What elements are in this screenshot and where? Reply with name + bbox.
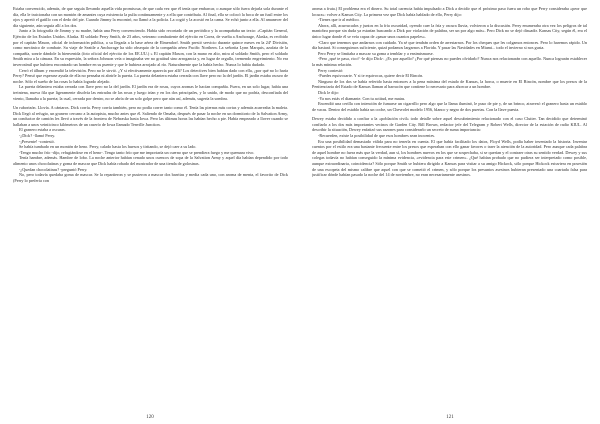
paragraph: -Tienes que ir al médico. — [318, 17, 360, 23]
paragraph: -Recuerden, existe la posibilidad de que esos hombres sean inocentes. — [318, 133, 436, 139]
paragraph: Era una posibilidad demasiado válida para no tenerla en cuenta. El que había facilitado los datos, Floyd Wells, podía haber inventado la historia. Inventar cuentos por el estilo era una bastante frecuente entre los presos que esperaban con ello ganar favores o traer la atención de la autoridad. Pero aunque cada palabra de aquel hombre no fuera más que la verdad, aun sí, los hombres nuevos en los que se sospechaba, si se querían y el contraer otras su sentido verdad. Dewey y sus colegas todavía no habían conseguido la mínima evidencia, «evidencia para este crimen». ¿Qué habían probado que no pudiera ser interpretado como posible, aunque extraordinaria, coincidencia? Sólo porque Smith se hubiera dirigido a Kansas para visitar a su amigo Hickock, sólo porque Hickock estuviera en posesión de una escopeta del mismo calibre que aquel con que se cometió el crimen, y sólo porque los presuntos asesinos hubieran presentado una coartada falsa para justificar dónde habían pasado la noche del 14 de noviembre, no eran necesariamente asesinos. — [312, 138, 587, 178]
paragraph: -¡Presente! -contestó. — [19, 138, 55, 144]
paragraph: Pero Perry se limitaba a mascar su goma a temblar y a ensimismarse. — [318, 50, 434, 56]
paragraph: Junto a la fotografía de Jimmy y su madre, había una Perry convenciendo. Había sido recortado de un periódico y la acompañaba un texto: «Capitán General, Ejército de los Estados Unidos. Alaska. El soldado Perry Smith, de 23 años, veterano combatiente del ejército en Corea, de vuelta a Anchorage, Alaska, es recibido por el capitán Mason, oficial de información pública, a su llegada a la base aérea de Elmendorf. Smith prestó servicio durante quince meses en la 24ª División, como mecánico de combate. Su viaje de Seattle a Anchorage ha sido obsequio de la compañía aérea Pacific Northern. La señorita Lynn Marquis, azafata de la compañía, sonríe dándole la bienvenida (foto oficial del ejército de los EE.UU.) » El capitán Mason, con la mano en alto, mira al soldado Smith, pero el soldado Smith mira a la cámara. En su expresión, la señora Johnson veía o imaginaba ver no gratitud sino arrogancia y, en lugar de orgullo, tremendo engreimiento. No era inverosímil que hubiera encontrado un hombre en su puente y que le hubiera arrojado al río. Naturalmente que la había hecho. Nunca lo había dudado. — [13, 28, 288, 67]
paragraph: -Claro que tenemos que andarnos con cuidado. Ya sé que tendrán orden de arrestarnos. Por los cheques que les colgamos entonces. Pero lo haremos rápido. Un día bastará. Si conseguimos suficiente, quizá podamos largarnos a Florida. Y pasar las Navidades en Miami... todo el invierno si nos gusta. — [312, 39, 587, 51]
paragraph: Perry contestó: — [318, 67, 344, 73]
paragraph: Un ruborizón. Llovía. A cántaros. Dick corría. Perry corría también, pero no podía correr tanto como él. Tenía las piernas más cortas y además acarreaba la maleta. Dick llegó al refugio, un granero cercano a la autopista, mucho antes que él. Saliendo de Omaha, después de pasar la noche en un dormitorio de la Salvation Army, un conductor de camión les llevó a través de la frontera de Nebraska hasta Iowa. Pero las últimas horas las habían hecho a pie. Había empezado a llover cuando se hallaban a unos veinticinco kilómetros de un caserío de Iowa llamado Tenville Junction. — [13, 105, 288, 127]
paragraph: Encendió una cerilla con intención de fumarse un cigarrillo pero algo que la llama iluminó, le puso de pie y, de un brinco, atravesó el granero hasta un establo de vacas. Dentro del establo había un coche, un Chevrolet modelo 1956, blanco y negro de dos puertas. Con la llave puesta. — [312, 101, 587, 112]
paragraph: -Ya nos estás el diamante. Con tu actitud, me matas. — [318, 95, 406, 101]
paragraph: -Puedes equivocarte. Y si te equivocas, quiere decir El Rincón. — [318, 73, 424, 79]
page-number: 121 — [446, 415, 454, 420]
paragraph: No, pero todavía quedaba goma de mascar. Se la repartieron y se pusieron a mascar dos barritas y media cada uno, con aroma de menta, el favorito de Dick (Perry lo prefería con — [13, 172, 288, 183]
paragraph: -Tengo mucho frío -dijo, refugiándose en el heno-. Tengo tanto frío que me importaría un cuerno que se prendiera fuego y me quemara vivo. — [19, 149, 255, 155]
right-page — [300, 0, 600, 424]
paragraph: -¿Dick? -llamó Perry. — [19, 133, 56, 139]
left-page-text — [13, 6, 288, 406]
paragraph: Cerró el álbum y encendió la televisión. Pero no le sirvió. ¿Y si efectivamente aparecía por allí? Los detectives bien habían dado con ella, ¿por qué no lo haría Perry? Pensó que esperase ayuda de ella no pensaba ni abrirle la puerta. La puerta delantera estaba cerrada con llave pero no la del jardín. El jardín estaba oscuro de noche. Sólo el sueño de las rosas lo había logrado alejado. — [13, 67, 288, 84]
paragraph: La puerta delantera estaba cerrada con llave pero no la del jardín. El jardín era de rosas, cuyos aromas le hacían compañía. Fuera, en un solo lugar, había una treintena, nueva fila que ligeramente disolvía las entradas de las rosas y luego irían y en los dos principales, y lo unido, de modo que no podría, desconfiada del viento, llamaba a la puerta; la cual, cerrada por dentro, no se abría de un solo golpe pero que aún así, además, sugería la sombra. — [13, 84, 288, 101]
paragraph: Ninguno de los dos se había referido hasta entonces a la pena máxima del estado de Kansas, la horca, o muerte en El Rincón, nombre que los presos de la Penitenciaría del Estado de Kansas llaman al barracón que contiene lo necesario para ahorcar a un hombre. — [312, 78, 587, 90]
paragraph: -¿Quedan chocolatinas? -preguntó Perry. — [19, 166, 88, 172]
paragraph: Ahora, allí, acurrucados y juntos en la fría oscuridad, oyendo caer la fría y oscura lluvia, volvieron a la discusión. Perry enumeraba otra vez los peligros de tal maniobra porque sin duda ya estarían buscando a Dick por violación de palabra, ser un por algo más». Pero Dick no se dejó disuadir. Kansas City, según él, era el único lugar donde él se veía capaz de «pasar unos cuantos papeles». — [312, 22, 587, 39]
paragraph: Estaba convencido, además, de que seguía llevando aquella vida promiscua, de que cada vez que él tenía que embarcar, o aunque sólo fuera dejarla sola durante el día, ella le traicionaba con un montón de amantes cuya existencia la pulía continuamente y a ella que contribuía. Al final, ella se colocó la boca de un fusil entre los ojos y apretó el gatillo con el dedo del pie. Cuando Jimmy la encontró, no llamó a la policía. La cogió y la acostó en la cama. Se echó junto a ella. Al amanecer del día siguiente, aún seguía allí a los dos. — [13, 6, 288, 28]
paragraph: El granero estaba a oscuras. — [19, 127, 66, 133]
right-page-text — [312, 6, 587, 406]
paragraph: Dewey estaba decidido a confiar a la «población civil» todo detalle sobre aquel descubrimiento relacionado con el caso Clutter. Tan decidido que determinó confiarlo a los dos más importantes vecinos de Garden City. Bill Brown, redactor jefe del Telegram y Robert Wells, director de la estación de radio KIUL. Al describir la situación, Dewey enfatizó sus razones para considerarlo un secreto de suma importancia: — [312, 116, 587, 133]
paragraph: -Pero ¿qué te pasa, rico? -le dijo Dick-. ¿Es por aquello? ¿Por qué piensas no puedes olvidarlo? Nunca nos relacionarán con aquello. Nunca lograrán establecer la más mínima relación. — [312, 56, 587, 67]
paragraph: Se había tumbado en un montón de heno. Perry, calado hasta los huesos y tiritando, se dejó caer a su lado. — [19, 144, 197, 150]
paragraph: aroma a fruta.) El problema era el dinero. Su total carencia había impulsado a Dick a decidir que el próximo paso fuera un robo que Perry consideraba «peor que locura»: volver a Kansas City. La primera vez que Dick había hablado de ello, Perry dijo: — [312, 6, 587, 17]
paragraph: Tenía hambre, además. Hambre de lobo. La noche anterior habían cenado unos cuencos de sopa de la Salvation Army y aquel día habían dependido por todo alimento unos chocolatinas y goma de mascar que Dick había robado del mostrador de una tienda de golosinas. — [13, 155, 288, 167]
page-number: 120 — [146, 415, 154, 420]
paragraph: Dick le dijo: — [318, 89, 339, 95]
